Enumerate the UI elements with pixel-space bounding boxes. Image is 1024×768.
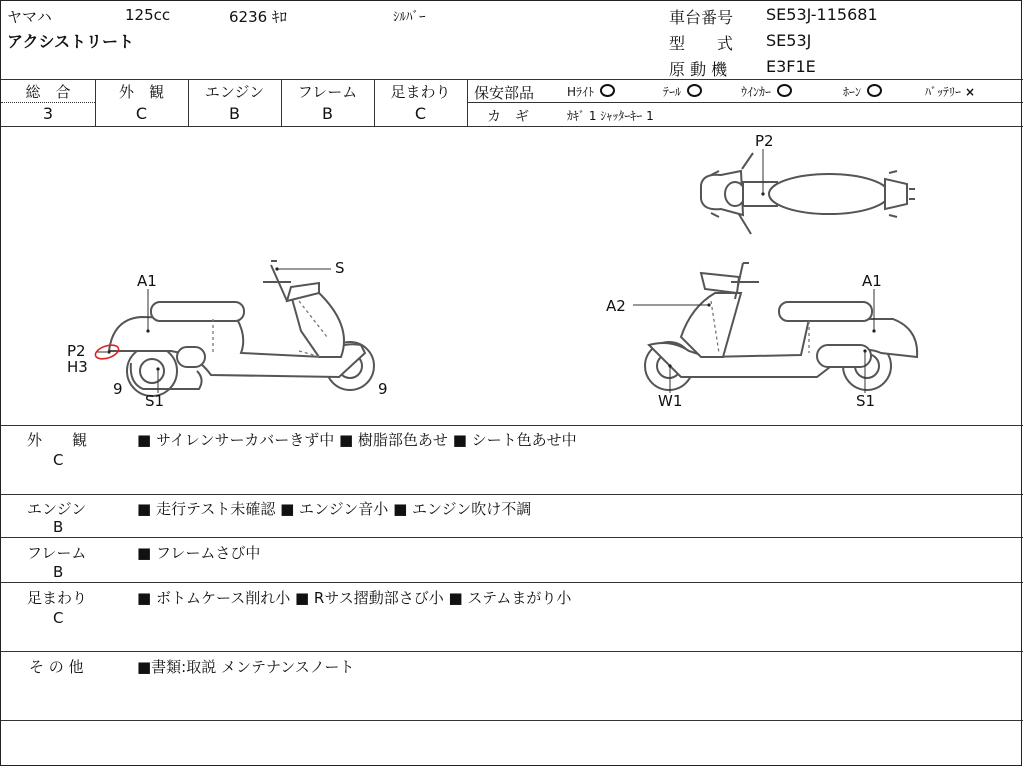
comment-suspension-title: 足まわり (27, 589, 88, 607)
label-left-s: S (335, 259, 345, 277)
displacement: 125cc (125, 6, 171, 24)
comment-frame-text: ■ フレームさび中 (137, 544, 261, 562)
label-top-p2: P2 (755, 132, 774, 150)
grade-suspension-label: 足まわり (390, 83, 451, 101)
label-left-s1: S1 (145, 392, 165, 410)
safety-label: 保安部品 (474, 84, 535, 102)
mileage: 6236 ｷﾛ (229, 8, 287, 26)
label-left-9-rear: 9 (378, 380, 388, 398)
grade-frame-value: B (322, 104, 333, 123)
color: ｼﾙﾊﾞｰ (393, 10, 426, 25)
grade-suspension-value: C (414, 104, 427, 123)
ok-circle-icon (687, 84, 702, 97)
safety-item-tail: ﾃｰﾙ (663, 83, 702, 100)
ok-circle-icon (600, 84, 615, 97)
comment-suspension-grade: C (53, 609, 64, 627)
label-left-h3: H3 (67, 358, 88, 376)
comment-exterior-text: ■ サイレンサーカバーきず中 ■ 樹脂部色あせ ■ シート色あせ中 (137, 431, 577, 449)
frame-no: SE53J-115681 (766, 5, 878, 24)
key-value: ｶｷﾞ 1 ｼｬｯﾀｰｷｰ 1 (567, 109, 654, 123)
scooter-left-view (94, 261, 374, 396)
comment-engine-title: エンジン (27, 500, 87, 518)
frame-no-label: 車台番号 (669, 8, 734, 27)
comment-suspension-text: ■ ボトムケース削れ小 ■ Rサス摺動部さび小 ■ ステムまがり小 (137, 589, 572, 607)
engine-value: E3F1E (766, 57, 816, 76)
label-left-p2: P2 (67, 342, 86, 360)
safety-item-battery: ﾊﾞｯﾃﾘｰ × (925, 85, 976, 99)
grade-engine-label: エンジン (204, 83, 265, 101)
label-left-a1: A1 (137, 272, 157, 290)
key-label: カ ギ (487, 109, 529, 125)
safety-item-winker: ｳｲﾝｶｰ (741, 83, 792, 100)
type-value: SE53J (766, 31, 812, 50)
ok-circle-icon (867, 84, 882, 97)
ok-circle-icon (777, 84, 792, 97)
label-left-9-front: 9 (113, 380, 123, 398)
engine-label: 原 動 機 (669, 60, 728, 79)
grade-exterior-label: 外 観 (118, 83, 164, 101)
comment-engine-text: ■ 走行テスト未確認 ■ エンジン音小 ■ エンジン吹け不調 (137, 500, 532, 518)
comment-engine-grade: B (53, 518, 64, 536)
grade-frame-label: フレーム (297, 83, 358, 101)
comment-other-title: そ の 他 (29, 658, 84, 676)
safety-item-horn: ﾎｰﾝ (843, 83, 882, 100)
grade-exterior-value: C (135, 104, 148, 123)
model-name: アクシストリート (7, 32, 135, 51)
label-right-w1: W1 (658, 392, 683, 410)
label-right-a2: A2 (606, 297, 626, 315)
grade-total-value: 3 (42, 104, 54, 123)
comment-other-text: ■書類:取説 メンテナンスノート (137, 658, 355, 676)
safety-item-headlight: Hﾗｲﾄ (567, 83, 615, 100)
comment-exterior-grade: C (53, 451, 64, 469)
label-right-a1: A1 (862, 272, 882, 290)
scooter-top-view (701, 149, 915, 234)
comment-exterior-title: 外 観 (27, 431, 88, 449)
comment-frame-grade: B (53, 563, 64, 581)
grade-engine-value: B (229, 104, 240, 123)
label-right-s1: S1 (856, 392, 876, 410)
ng-cross-icon: × (965, 85, 976, 99)
maker: ヤマハ (7, 8, 52, 26)
grade-total-label: 総 合 (25, 83, 71, 101)
type-label: 型 式 (669, 34, 734, 53)
comment-frame-title: フレーム (27, 544, 87, 562)
